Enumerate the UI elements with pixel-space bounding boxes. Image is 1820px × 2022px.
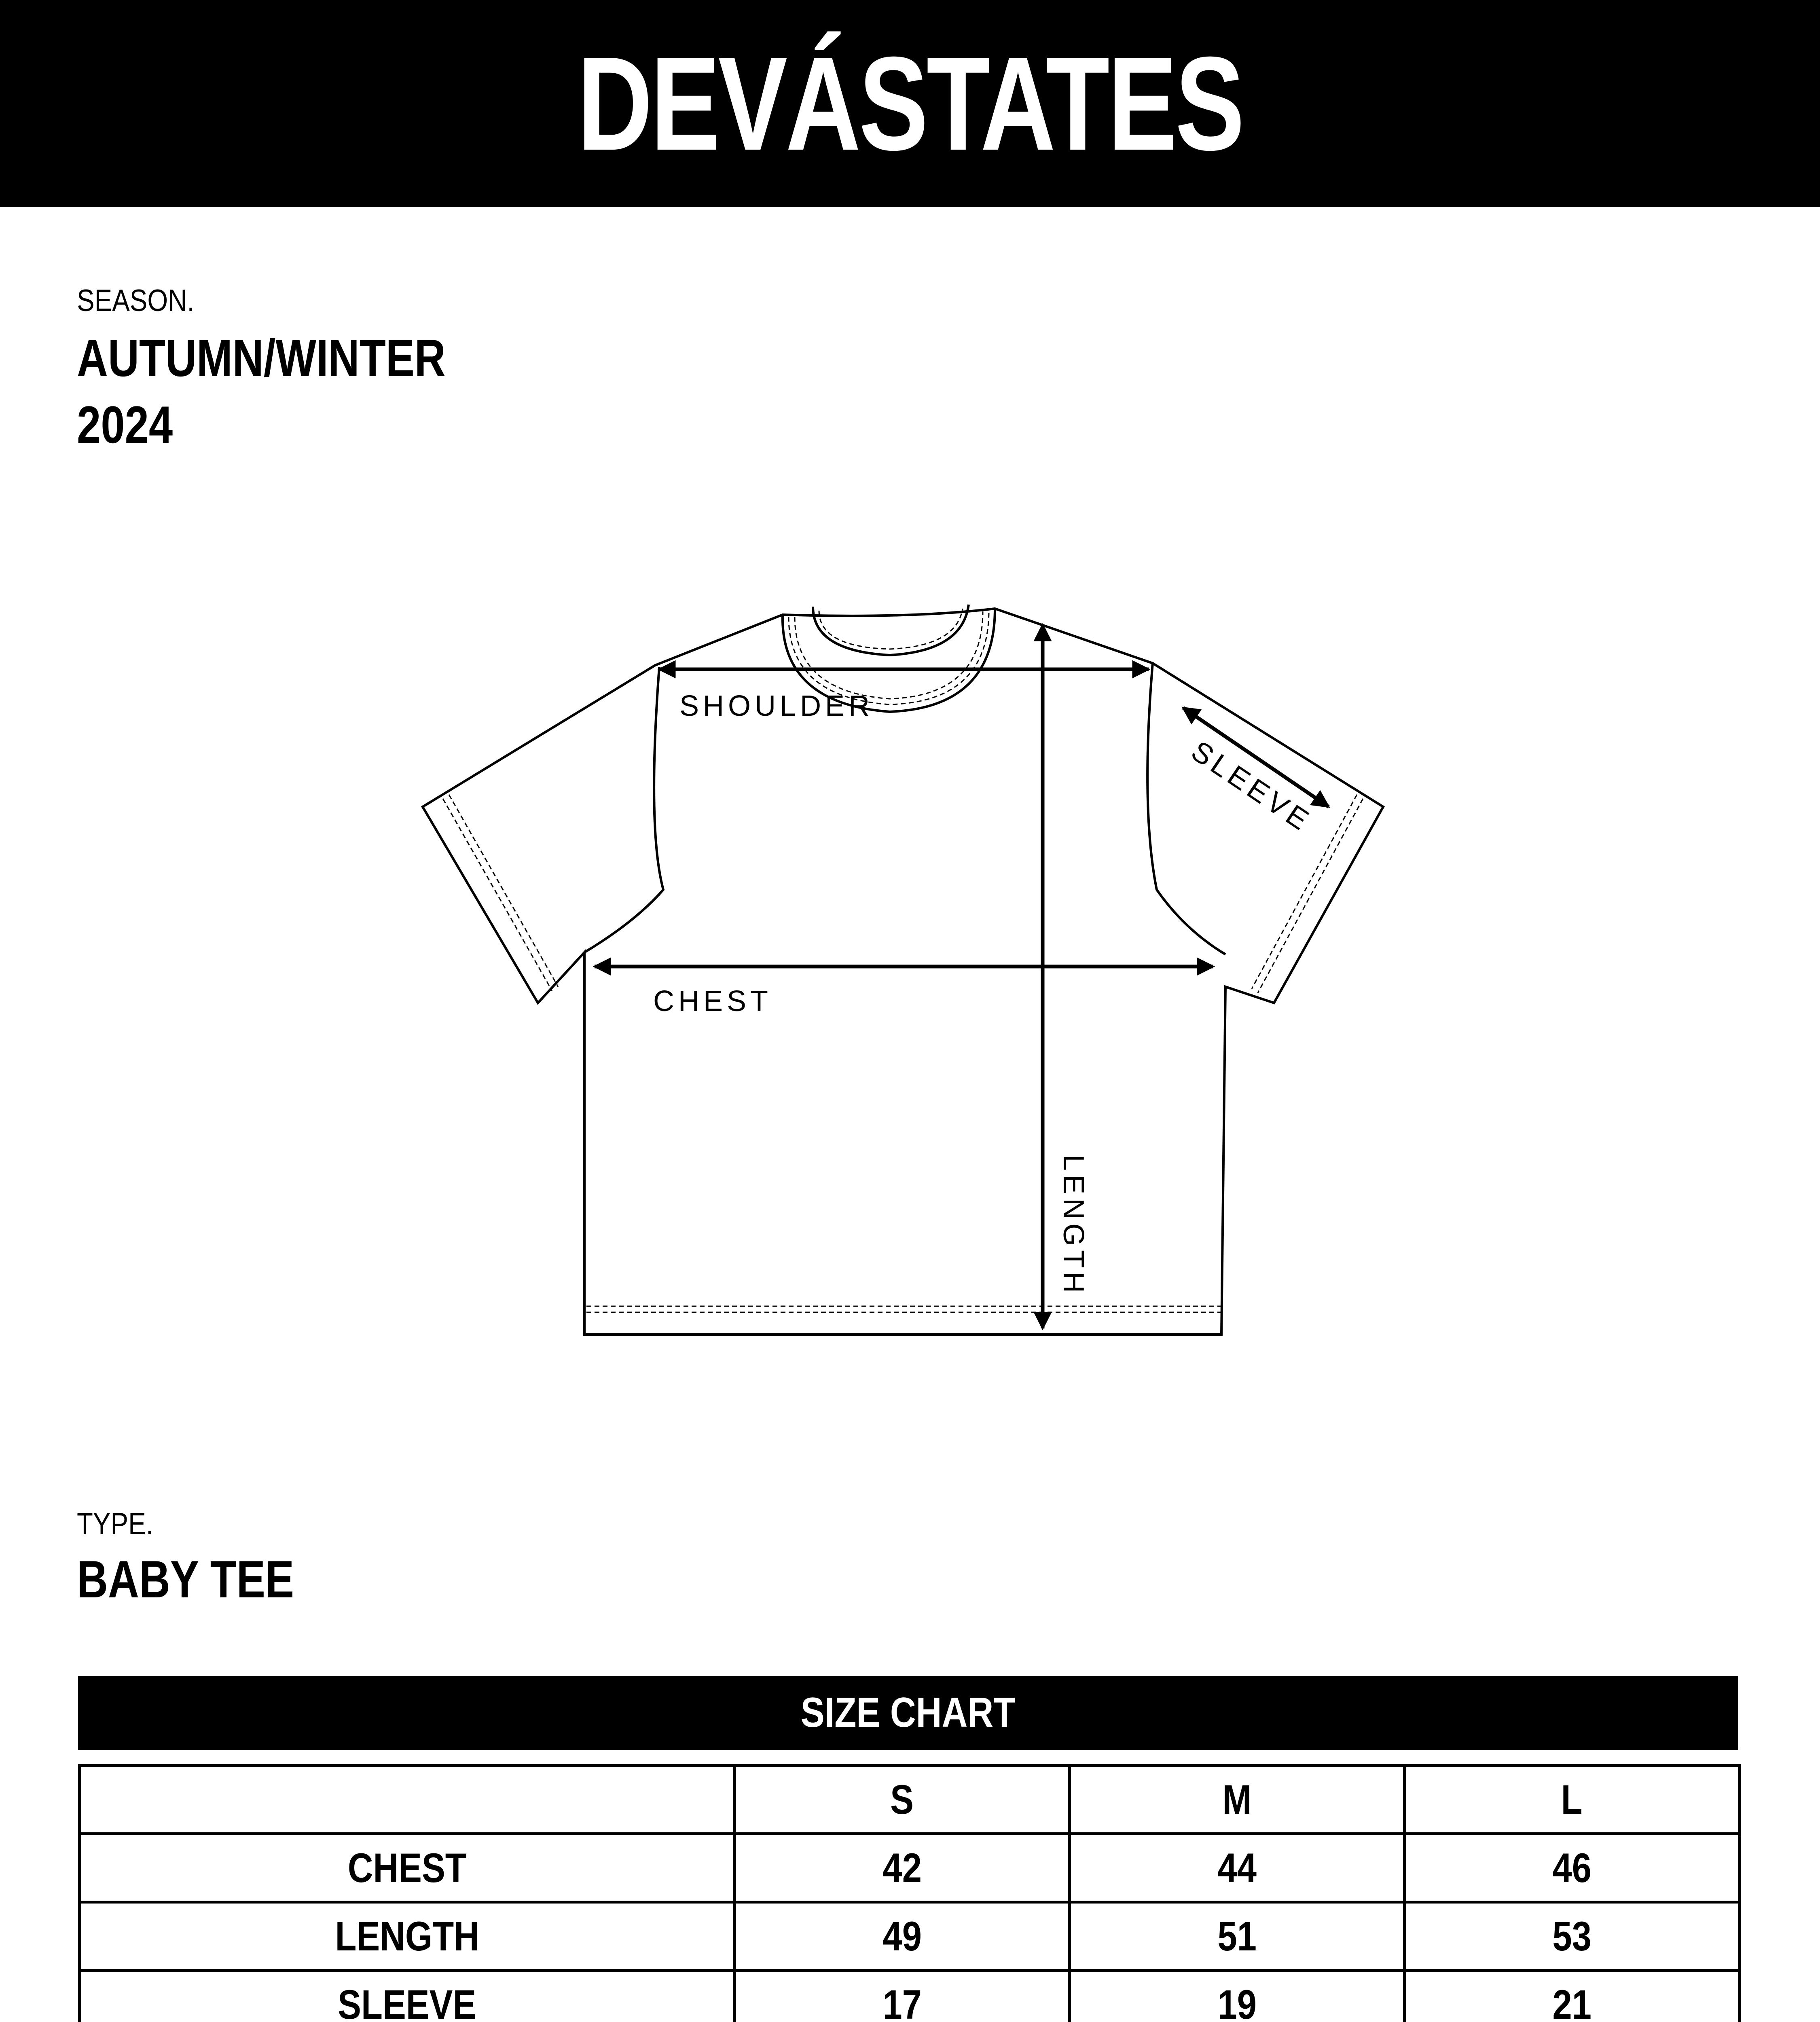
armhole-right [1147,663,1225,954]
table-cell: 44 [1070,1834,1405,1902]
table-cell: 49 [735,1902,1070,1971]
tshirt-outline [423,609,1383,1335]
armhole-left [584,667,663,952]
table-cell: 46 [1405,1834,1740,1902]
tshirt-diagram [0,566,1820,1375]
table-cell: 51 [1070,1902,1405,1971]
row-label: SLEEVE [80,1971,735,2022]
season-label: SEASON. [77,283,195,318]
table-row [80,1834,1740,1902]
chest-label: CHEST [653,985,772,1017]
table-row [80,1902,1740,1971]
size-chart-title: SIZE CHART [78,1676,1738,1750]
shoulder-label: SHOULDER [679,690,874,722]
row-label: LENGTH [80,1902,735,1971]
column-header: M [1070,1766,1405,1834]
brand-logo: DEVÁSTATES [577,29,1243,178]
size-table [78,1764,1741,2022]
table-row [80,1971,1740,2022]
table-cell: 21 [1405,1971,1740,2022]
table-cell: 53 [1405,1902,1740,1971]
column-header: S [735,1766,1070,1834]
length-label: LENGTH [1057,1155,1090,1297]
season-year: 2024 [77,395,173,454]
column-header: L [1405,1766,1740,1834]
column-header [80,1766,735,1834]
table-cell: 17 [735,1971,1070,2022]
sleeve-label: SLEEVE [1185,734,1318,839]
season-name: AUTUMN/WINTER [77,328,446,387]
table-cell: 19 [1070,1971,1405,2022]
table-header-row [80,1766,1740,1834]
type-value: BABY TEE [77,1550,294,1609]
table-cell: 42 [735,1834,1070,1902]
row-label: CHEST [80,1834,735,1902]
type-label: TYPE. [77,1507,153,1541]
